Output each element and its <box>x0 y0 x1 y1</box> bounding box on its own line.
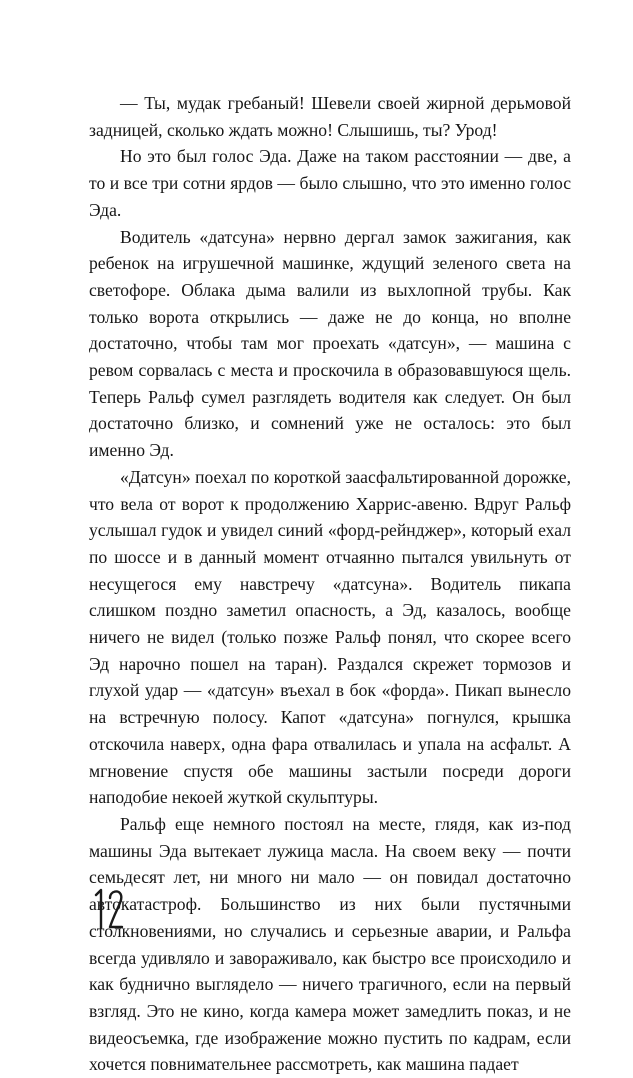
paragraph-1: — Ты, мудак гребаный! Шевели своей жирной дерьмовой задницей, сколько ждать можно! Слышишь, ты? Урод! <box>89 93 571 140</box>
paragraph-4: «Датсун» поехал по короткой заасфальтированной дорожке, что вела от ворот к продолжению Харрис-авеню. Вдруг Ральф услышал гудок и увидел синий «форд-рейнджер», который ехал по шоссе и в данный момент отчаянно пытался увильнуть от несущегося ему навстречу «датсуна». Водитель пикапа слишком поздно заметил опасность, а Эд, казалось, вообще ничего не видел (только позже Ральф понял, что скорее всего Эд нарочно пошел на таран). Раздался скрежет тормозов и глухой удар — «датсун» въехал в бок «форда». Пикап вынесло на встречную полосу. Капот «датсуна» погнулся, крышка отскочила наверх, одна фара отвалилась и упала на асфальт. А мгновение спустя обе машины застыли посреди дороги наподобие некоей жуткой скульптуры. <box>89 466 571 808</box>
paragraph-3: Водитель «датсуна» нервно дергал замок зажигания, как ребенок на игрушечной машинке, ждущий зеленого света на светофоре. Облака дыма валили из выхлопной трубы. Как только ворота открылись — даже не до конца, но вполне достаточно, чтобы там мог проехать «датсун», — машина с ревом сорвалась с места и проскочила в образовавшуюся щель. Теперь Ральф сумел разглядеть водителя как следует. Он был достаточно близко, и сомнений уже не осталось: это был именно Эд. <box>89 226 571 461</box>
paragraph-5: Ральф еще немного постоял на месте, глядя, как из-под машины Эда вытекает лужица масла. На своем веку — почти семьдесят лет, ни много ни мало — он повидал достаточно автокатастроф. Большинство из них были пустячными столкновениями, но случались и серьезные аварии, и Ральфа всегда удивляло и завораживало, как быстро все происходило и как буднично выглядело — ничего трагичного, если на первый взгляд. Это не кино, когда камера может замедлить показ, и не видеосъемка, где изображение можно пустить по кадрам, если хочется повнимательнее рассмотреть, как машина падает <box>89 813 571 1075</box>
body-text <box>89 90 571 1078</box>
paragraph-2: Но это был голос Эда. Даже на таком расстоянии — две, а то и все три сотни ярдов — было слышно, что это именно голос Эда. <box>89 146 571 220</box>
page-number-glyphs <box>92 887 132 931</box>
page-number <box>92 887 132 931</box>
